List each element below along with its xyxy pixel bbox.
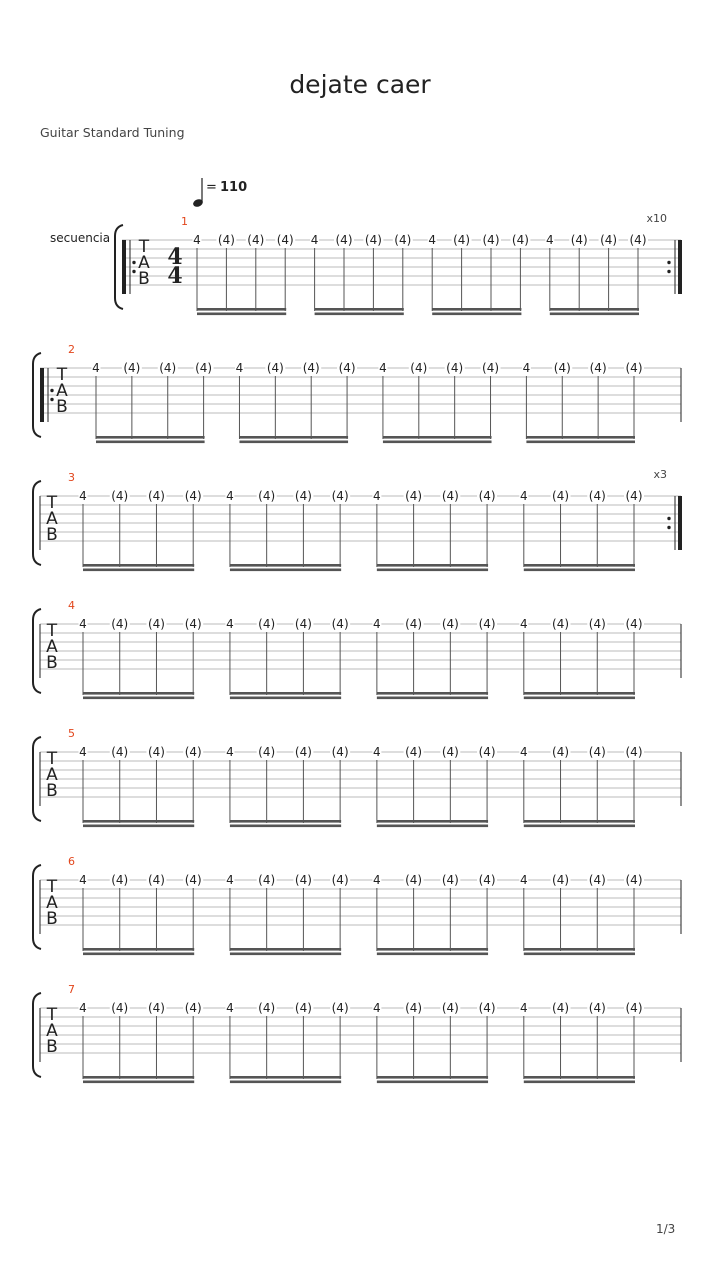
- fret-number: 4: [545, 233, 554, 247]
- beam-primary: [377, 1076, 488, 1079]
- tab-clef-letter: T: [46, 749, 58, 769]
- repeat-dot: [667, 526, 670, 529]
- repeat-dot: [132, 261, 135, 264]
- fret-number: (4): [294, 489, 312, 503]
- tab-clef-letter: T: [138, 237, 150, 257]
- beam-primary: [315, 308, 404, 311]
- fret-number: (4): [364, 233, 382, 247]
- tab-clef-letter: T: [46, 493, 58, 513]
- beam-secondary: [377, 569, 488, 572]
- fret-number: (4): [553, 361, 571, 375]
- beam-secondary: [550, 313, 639, 316]
- fret-number: (4): [184, 489, 202, 503]
- fret-number: (4): [258, 489, 276, 503]
- beam-secondary: [230, 569, 341, 572]
- fret-number: 4: [79, 617, 87, 631]
- fret-number: (4): [111, 745, 129, 759]
- beam-secondary: [230, 697, 341, 700]
- tuning-label: Guitar Standard Tuning: [40, 125, 185, 140]
- fret-number: (4): [552, 1001, 570, 1015]
- beam-primary: [83, 1076, 194, 1079]
- tab-clef-letter: B: [46, 525, 58, 545]
- fret-number: (4): [600, 233, 618, 247]
- fret-number: 4: [226, 745, 234, 759]
- fret-number: (4): [195, 361, 213, 375]
- beam-primary: [383, 436, 492, 439]
- tab-clef-letter: T: [56, 365, 68, 385]
- fret-number: (4): [552, 873, 570, 887]
- fret-number: 4: [79, 873, 87, 887]
- fret-number: 4: [519, 617, 528, 631]
- fret-number: (4): [258, 873, 276, 887]
- beam-primary: [230, 820, 341, 823]
- fret-number: 4: [79, 1001, 87, 1015]
- tab-clef-letter: A: [56, 381, 68, 401]
- beam-secondary: [230, 825, 341, 828]
- fret-number: (4): [405, 873, 423, 887]
- page-number: 1/3: [656, 1222, 676, 1236]
- beam-secondary: [96, 441, 205, 444]
- repeat-dot: [132, 270, 135, 273]
- repeat-count: x10: [646, 212, 667, 225]
- measure-number: 1: [181, 215, 188, 228]
- beam-primary: [230, 948, 341, 951]
- beam-primary: [524, 692, 635, 695]
- fret-number: (4): [441, 873, 459, 887]
- fret-number: (4): [552, 745, 570, 759]
- fret-number: (4): [159, 361, 177, 375]
- beam-secondary: [524, 569, 635, 572]
- beam-primary: [524, 820, 635, 823]
- fret-number: (4): [147, 745, 165, 759]
- time-signature-top: 4: [167, 244, 183, 270]
- fret-number: (4): [453, 233, 471, 247]
- tab-clef-letter: T: [46, 621, 58, 641]
- tab-clef-letter: B: [46, 909, 58, 929]
- fret-number: 4: [373, 489, 381, 503]
- song-title: dejate caer: [289, 70, 431, 99]
- beam-primary: [83, 948, 194, 951]
- fret-number: (4): [625, 745, 643, 759]
- fret-number: (4): [625, 361, 643, 375]
- fret-number: (4): [570, 233, 588, 247]
- beam-primary: [524, 1076, 635, 1079]
- fret-number: (4): [625, 1001, 643, 1015]
- tab-clef-letter: B: [56, 397, 68, 417]
- fret-number: (4): [184, 873, 202, 887]
- fret-number: (4): [247, 233, 265, 247]
- fret-number: 4: [373, 1001, 381, 1015]
- fret-number: (4): [331, 745, 349, 759]
- beam-primary: [83, 820, 194, 823]
- beam-primary: [230, 564, 341, 567]
- fret-number: (4): [478, 617, 496, 631]
- fret-number: (4): [302, 361, 320, 375]
- fret-number: (4): [629, 233, 647, 247]
- fret-number: 4: [519, 1001, 528, 1015]
- fret-number: 4: [235, 361, 244, 375]
- fret-number: 4: [92, 361, 100, 375]
- fret-number: (4): [478, 489, 496, 503]
- beam-primary: [83, 564, 194, 567]
- beam-primary: [230, 692, 341, 695]
- fret-number: (4): [147, 873, 165, 887]
- fret-number: (4): [111, 873, 129, 887]
- beam-secondary: [526, 441, 635, 444]
- fret-number: (4): [482, 233, 500, 247]
- fret-number: 4: [79, 745, 87, 759]
- fret-number: (4): [258, 745, 276, 759]
- fret-number: (4): [405, 1001, 423, 1015]
- fret-number: 4: [373, 745, 381, 759]
- beam-secondary: [315, 313, 404, 316]
- fret-number: (4): [111, 1001, 129, 1015]
- fret-number: (4): [147, 489, 165, 503]
- tab-clef-letter: A: [46, 765, 58, 785]
- repeat-dot: [667, 517, 670, 520]
- repeat-count: x3: [653, 468, 667, 481]
- fret-number: 4: [519, 873, 528, 887]
- fret-number: (4): [331, 873, 349, 887]
- beam-primary: [526, 436, 635, 439]
- fret-number: 4: [428, 233, 437, 247]
- beam-secondary: [83, 953, 194, 956]
- fret-number: (4): [266, 361, 284, 375]
- fret-number: 4: [373, 617, 381, 631]
- tab-clef-letter: A: [46, 637, 58, 657]
- beam-primary: [524, 948, 635, 951]
- fret-number: 4: [519, 489, 528, 503]
- beam-secondary: [197, 313, 286, 316]
- fret-number: (4): [331, 489, 349, 503]
- fret-number: (4): [217, 233, 235, 247]
- repeat-start-thick-bar: [122, 240, 126, 294]
- fret-number: (4): [184, 1001, 202, 1015]
- repeat-dot: [50, 398, 53, 401]
- fret-number: (4): [111, 617, 129, 631]
- tempo-value: 110: [220, 180, 248, 195]
- fret-number: (4): [276, 233, 294, 247]
- fret-number: (4): [410, 361, 428, 375]
- tab-clef-letter: B: [46, 1037, 58, 1057]
- beam-primary: [377, 564, 488, 567]
- fret-number: (4): [405, 489, 423, 503]
- fret-number: 4: [373, 873, 381, 887]
- beam-secondary: [524, 825, 635, 828]
- repeat-end-thick-bar: [678, 496, 682, 550]
- tab-clef-letter: A: [46, 1021, 58, 1041]
- beam-secondary: [377, 697, 488, 700]
- system-bracket: [115, 225, 123, 309]
- measure-number: 2: [68, 343, 75, 356]
- fret-number: (4): [552, 489, 570, 503]
- repeat-end-thick-bar: [678, 240, 682, 294]
- beam-primary: [377, 948, 488, 951]
- fret-number: 4: [226, 1001, 234, 1015]
- measure-number: 7: [68, 983, 75, 996]
- fret-number: (4): [294, 1001, 312, 1015]
- fret-number: (4): [446, 361, 464, 375]
- track-name: secuencia: [50, 231, 111, 245]
- fret-number: (4): [111, 489, 129, 503]
- fret-number: (4): [511, 233, 529, 247]
- fret-number: (4): [441, 1001, 459, 1015]
- fret-number: (4): [147, 617, 165, 631]
- fret-number: (4): [589, 361, 607, 375]
- measure-number: 4: [68, 599, 75, 612]
- repeat-dot: [667, 261, 670, 264]
- tab-clef-letter: A: [46, 893, 58, 913]
- beam-secondary: [524, 697, 635, 700]
- fret-number: (4): [441, 489, 459, 503]
- fret-number: 4: [226, 617, 234, 631]
- fret-number: (4): [441, 745, 459, 759]
- fret-number: (4): [588, 873, 606, 887]
- tab-clef-letter: B: [138, 269, 150, 289]
- beam-secondary: [524, 1081, 635, 1084]
- fret-number: (4): [294, 745, 312, 759]
- fret-number: (4): [394, 233, 412, 247]
- fret-number: 4: [79, 489, 87, 503]
- tab-clef-letter: B: [46, 781, 58, 801]
- beam-primary: [239, 436, 348, 439]
- fret-number: 4: [226, 489, 234, 503]
- fret-number: (4): [405, 745, 423, 759]
- beam-primary: [197, 308, 286, 311]
- tab-clef-letter: A: [46, 509, 58, 529]
- beam-secondary: [383, 441, 492, 444]
- repeat-dot: [667, 270, 670, 273]
- fret-number: 4: [522, 361, 531, 375]
- fret-number: 4: [379, 361, 387, 375]
- beam-primary: [230, 1076, 341, 1079]
- measure-number: 6: [68, 855, 75, 868]
- fret-number: 4: [310, 233, 319, 247]
- tab-clef-letter: T: [46, 877, 58, 897]
- fret-number: (4): [625, 489, 643, 503]
- fret-number: (4): [184, 617, 202, 631]
- fret-number: (4): [482, 361, 500, 375]
- fret-number: (4): [588, 617, 606, 631]
- beam-primary: [377, 692, 488, 695]
- beam-primary: [83, 692, 194, 695]
- fret-number: 4: [519, 745, 528, 759]
- beam-secondary: [83, 697, 194, 700]
- beam-primary: [524, 564, 635, 567]
- fret-number: (4): [478, 745, 496, 759]
- fret-number: (4): [338, 361, 356, 375]
- beam-secondary: [230, 1081, 341, 1084]
- fret-number: (4): [552, 617, 570, 631]
- measure-number: 5: [68, 727, 75, 740]
- beam-secondary: [83, 569, 194, 572]
- beam-secondary: [377, 1081, 488, 1084]
- beam-secondary: [432, 313, 521, 316]
- fret-number: (4): [588, 489, 606, 503]
- measure-number: 3: [68, 471, 75, 484]
- fret-number: (4): [405, 617, 423, 631]
- fret-number: (4): [258, 617, 276, 631]
- beam-primary: [96, 436, 205, 439]
- beam-secondary: [83, 1081, 194, 1084]
- tab-clef-letter: B: [46, 653, 58, 673]
- beam-secondary: [239, 441, 348, 444]
- fret-number: (4): [625, 873, 643, 887]
- fret-number: (4): [123, 361, 141, 375]
- beam-secondary: [230, 953, 341, 956]
- fret-number: (4): [441, 617, 459, 631]
- beam-secondary: [83, 825, 194, 828]
- repeat-dot: [50, 389, 53, 392]
- fret-number: 4: [226, 873, 234, 887]
- fret-number: (4): [588, 745, 606, 759]
- fret-number: 4: [193, 233, 201, 247]
- fret-number: (4): [478, 873, 496, 887]
- fret-number: (4): [478, 1001, 496, 1015]
- fret-number: (4): [147, 1001, 165, 1015]
- time-signature-bottom: 4: [167, 263, 183, 289]
- tab-clef-letter: A: [138, 253, 150, 273]
- fret-number: (4): [331, 1001, 349, 1015]
- beam-primary: [550, 308, 639, 311]
- beam-primary: [377, 820, 488, 823]
- beam-secondary: [377, 953, 488, 956]
- fret-number: (4): [258, 1001, 276, 1015]
- tempo-equals: =: [206, 180, 217, 195]
- fret-number: (4): [625, 617, 643, 631]
- fret-number: (4): [294, 873, 312, 887]
- fret-number: (4): [184, 745, 202, 759]
- beam-secondary: [377, 825, 488, 828]
- beam-primary: [432, 308, 521, 311]
- fret-number: (4): [588, 1001, 606, 1015]
- tab-clef-letter: T: [46, 1005, 58, 1025]
- beam-secondary: [524, 953, 635, 956]
- system-bracket: [33, 353, 41, 437]
- repeat-start-thick-bar: [40, 368, 44, 422]
- fret-number: (4): [294, 617, 312, 631]
- fret-number: (4): [335, 233, 353, 247]
- fret-number: (4): [331, 617, 349, 631]
